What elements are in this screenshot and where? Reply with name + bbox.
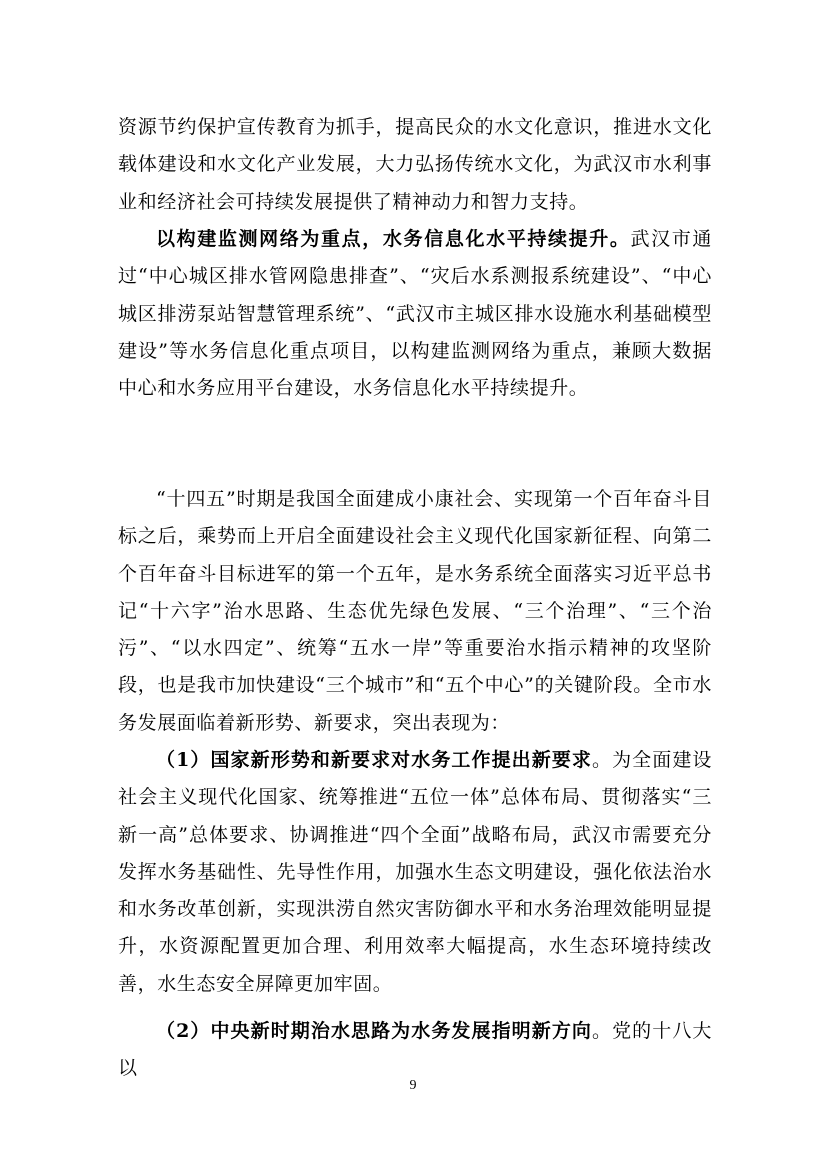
page-number: 9 xyxy=(409,1078,417,1093)
paragraph-text: 。党的十八大以 xyxy=(118,1020,713,1080)
paragraph-new-situation xyxy=(118,481,712,742)
paragraph-water-culture xyxy=(118,109,712,221)
paragraph-lead: 以构建监测网络为重点，水务信息化水平持续提升。 xyxy=(156,228,631,250)
paragraph-text: “十四五”时期是我国全面建成小康社会、实现第一个百年奋斗目标之后，乘势而上开启全面建设社会主义现代化国家新征程、向第二个百年奋斗目标进军的第一个五年，是水务系统全面落实习近平总书记“十六字”治水思路、生态优先绿色发展、“三个治理”、“三个治污”、“以水四定”、统筹“五水一岸”等重要治水指示精神的攻坚阶段，也是我市加快建设“三个城市”和“五个中心”的关键阶段。全市水务发展面临着新形势、新要求，突出表现为： xyxy=(118,488,712,734)
paragraph-informatization xyxy=(118,221,712,407)
paragraph-text: 。为全面建设社会主义现代化国家、统筹推进“五位一体”总体布局、贯彻落实“三新一高”总体要求、协调推进“四个全面”战略布局，武汉市需要充分发挥水务基础性、先导性作用，加强水生态文明建设，强化依法治水和水务改革创新，实现洪涝自然灾害防御水平和水务治理效能明显提升，水资源配置更加合理、利用效率大幅提高，水生态环境持续改善，水生态安全屏障更加牢固。 xyxy=(118,749,713,995)
paragraph-lead: （1）国家新形势和新要求对水务工作提出新要求 xyxy=(156,749,592,771)
paragraph-national-requirements xyxy=(118,742,712,1003)
paragraph-lead: （2）中央新时期治水思路为水务发展指明新方向 xyxy=(156,1020,592,1042)
paragraph-central-direction xyxy=(118,1013,712,1088)
paragraph-text: 资源节约保护宣传教育为抓手，提高民众的水文化意识，推进水文化载体建设和水文化产业发展，大力弘扬传统水文化，为武汉市水利事业和经济社会可持续发展提供了精神动力和智力支持。 xyxy=(118,116,712,213)
paragraph-text: 武汉市通过“中心城区排水管网隐患排查”、“灾后水系测报系统建设”、“中心城区排涝泵站智慧管理系统”、“武汉市主城区排水设施水利基础模型建设”等水务信息化重点项目，以构建监测网络为重点，兼顾大数据中心和水务应用平台建设，水务信息化水平持续提升。 xyxy=(118,228,712,400)
